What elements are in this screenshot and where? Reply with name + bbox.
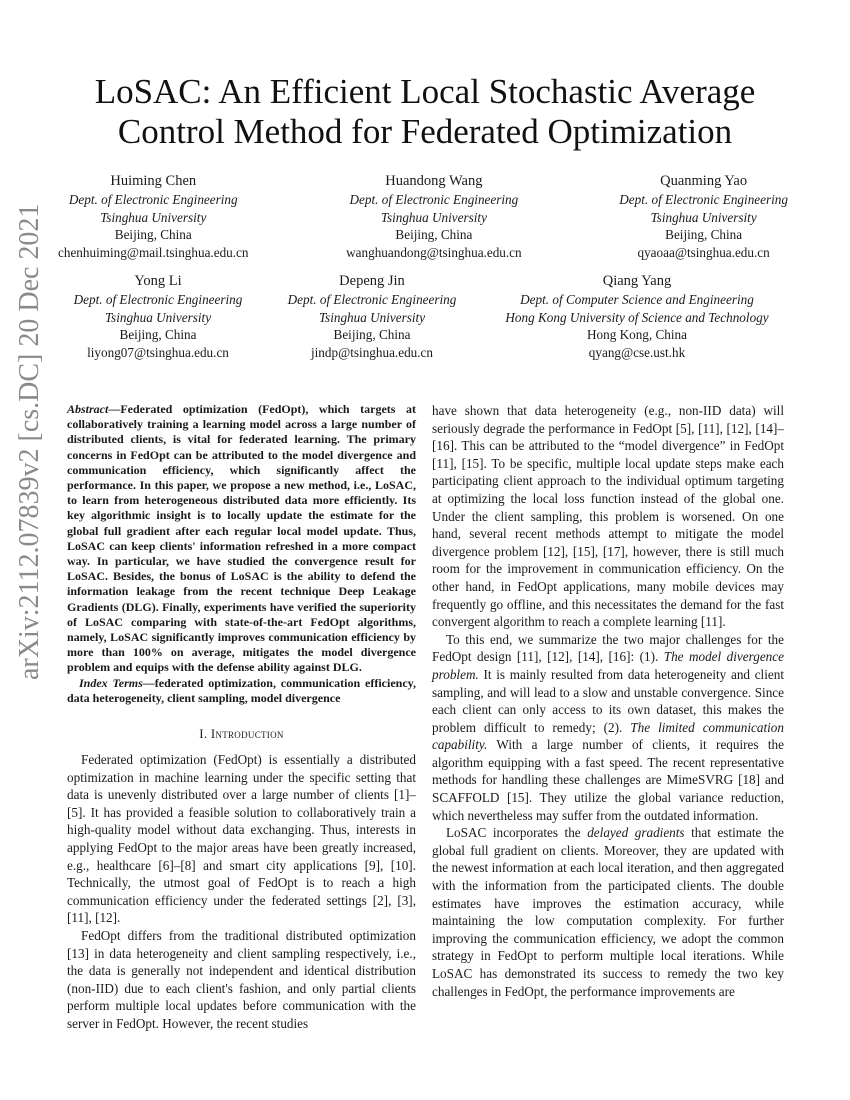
author-department: Dept. of Electronic Engineering [349,192,519,207]
text-run: To this end, we summarize the two major challenges for the FedOpt design [11], [12], [14], [16]: (1). [432,631,784,665]
abstract [67,402,416,676]
author-name: Depeng Jin [339,273,405,289]
section-number: I. [199,727,208,742]
author-university: Tsinghua University [100,209,207,225]
right-column [432,402,784,1000]
index-terms-text: —federated optimization, communication efficiency, data heterogeneity, client sampling, model divergence [67,675,416,705]
author-block [492,272,782,361]
index-terms-label: Index Terms [79,675,143,690]
body-paragraph [432,824,784,1000]
author-name: Huiming Chen [110,173,197,189]
author-block [58,172,249,261]
author-department: Dept. of Electronic Engineering [73,292,243,307]
text-run: LoSAC incorporates the [446,825,588,841]
author-row-2 [58,272,788,361]
section-heading-introduction [67,726,416,743]
author-city: Beijing, China [333,327,411,342]
author-email[interactable]: wanghuandong@tsinghua.edu.cn [346,244,522,260]
author-block [58,272,258,361]
emphasis-text: The model divergence problem. [432,649,784,682]
text-run: It is mainly resulted from data heterogeneity and client sampling, and will lead to a slow and unstable convergence. Since each client can only access to its own dataset, this makes the problem difficult to remedy; (2). [432,666,784,735]
text-run: that estimate the global full gradient on clients. Moreover, they are updated with the newest information at each local iteration, and then aggregated with the information from the participated clients. The double estimates have improves the estimation accuracy, while maintaining the low computation complexity. For further improving the communication efficiency, we adopt the common strategy in FedOpt to perform multiple local iterations. While LoSAC has demonstrated its success to remedy the two key challenges in FedOpt, the performance improvements are [432,825,785,999]
author-email[interactable]: jindp@tsinghua.edu.cn [310,344,434,360]
author-city: Beijing, China [114,227,192,242]
author-university: Hong Kong University of Science and Technology [505,309,769,325]
author-university: Tsinghua University [318,309,426,325]
author-city: Beijing, China [665,227,743,242]
author-department: Dept. of Electronic Engineering [68,192,238,207]
author-email[interactable]: qyang@cse.ust.hk [588,344,686,360]
author-block [272,272,472,361]
author-name: Huandong Wang [385,173,483,189]
abstract-label: Abstract [67,402,109,416]
arxiv-identifier-stamp: arXiv:2112.07839v2 [cs.DC] 20 Dec 2021 [14,203,45,680]
author-university: Tsinghua University [650,209,757,225]
left-column [67,402,416,1033]
author-city: Hong Kong, China [586,327,687,342]
paper-title-line-2: Control Method for Federated Optimization [117,112,733,151]
author-city: Beijing, China [395,227,473,242]
paper-title-line-1: LoSAC: An Efficient Local Stochastic Average [94,72,756,111]
index-terms [67,676,416,706]
author-department: Dept. of Electronic Engineering [619,192,788,207]
author-block [619,172,788,261]
abstract-text: —Federated optimization (FedOpt), which targets at collaboratively training a learning model across a large number of distributed clients, is vital for federated learning. The primary concerns in FedOpt can be attributed to the model divergence and communication efficiency, which significantly affect the performance. In this paper, we propose a new method, i.e., LoSAC, to learn from heterogeneous distributed data more efficiently. Its key algorithmic insight is to locally update the estimate for the global full gradient after each regular local model update. Thus, LoSAC can keep clients' information refreshed in a more compact way. In particular, we have studied the convergence result for LoSAC. Besides, the bonus of LoSAC is the ability to defend the information leakage from the recent technique Deep Leakage Gradients (DLG). Finally, experiments have verified the superiority of LoSAC comparing with state-of-the-art FedOpt algorithms, namely, LoSAC significantly improves communication efficiency by more than 100% on average, mitigates the model divergence problem and equips with the defense ability against DLG. [67,402,416,675]
body-paragraph: FedOpt differs from the traditional distributed optimization [13] in data heterogeneity and client sampling respectively, i.e., the data is generally not independent and identical distribution (non-IID) due to each client's fashion, and only partial clients perform multiple local updates before communication with the server in FedOpt. However, the recent studies [67,928,416,1031]
author-department: Dept. of Electronic Engineering [287,292,457,307]
author-name: Quanming Yao [660,173,748,189]
author-email[interactable]: liyong07@tsinghua.edu.cn [87,344,229,360]
author-department: Dept. of Computer Science and Engineering [520,292,754,307]
body-paragraph [432,631,784,825]
emphasis-text: delayed gradients [587,825,685,841]
emphasis-text: The limited communication capability. [432,719,784,753]
author-name: Qiang Yang [602,273,672,289]
body-paragraph: Federated optimization (FedOpt) is essentially a distributed optimization in machine learning under the specific setting that data is unevenly distributed over a large number of clients [1]–[5]. It has provided a feasible solution to collaboratively train a high-quality model without data exchanging. Thus, interests in applying FedOpt to the major areas have been greatly increased, e.g., healthcare [6]–[8] and smart city applications [9], [10]. Technically, the utmost goal of FedOpt is to reach a high communication efficiency under the federated settings [2], [3], [11], [12]. [67,752,416,926]
author-email[interactable]: qyaoaa@tsinghua.edu.cn [637,244,770,260]
section-title: Introduction [210,727,284,742]
author-university: Tsinghua University [380,209,487,225]
author-email[interactable]: chenhuiming@mail.tsinghua.edu.cn [58,244,249,260]
text-run: With a large number of clients, it requires the algorithm equipping with a fast speed. The recent representative methods for handling these challenges are MimeSVRG [18] and SCAFFOLD [15]. They utilize the global variance reduction, which nevertheless may suffer from the outdated information. [432,737,784,823]
author-block [346,172,522,261]
body-paragraph: have shown that data heterogeneity (e.g., non-IID data) will seriously degrade the performance in FedOpt [5], [11], [12], [14]–[16]. This can be attributed to the “model divergence” in FedOpt [11], [15]. To be specific, multiple local update steps make each participating client approach to the individual optimum targeting at optimizing the local loss function instead of the global one. Under the client sampling, this problem is worsened. On one hand, several recent methods attempt to mitigate the model divergence problem [12], [15], [17], however, there is still much room for the improvement in communication efficiency. On the other hand, in FedOpt applications, many mobile devices may frequently go offline, and this necessitates the demand for the fast convergent algorithm to reach a complete learning [11]. [432,403,784,630]
author-city: Beijing, China [119,327,197,342]
author-university: Tsinghua University [104,309,212,325]
paper-title [60,72,790,152]
author-row-1 [58,172,788,261]
author-name: Yong Li [134,273,182,289]
